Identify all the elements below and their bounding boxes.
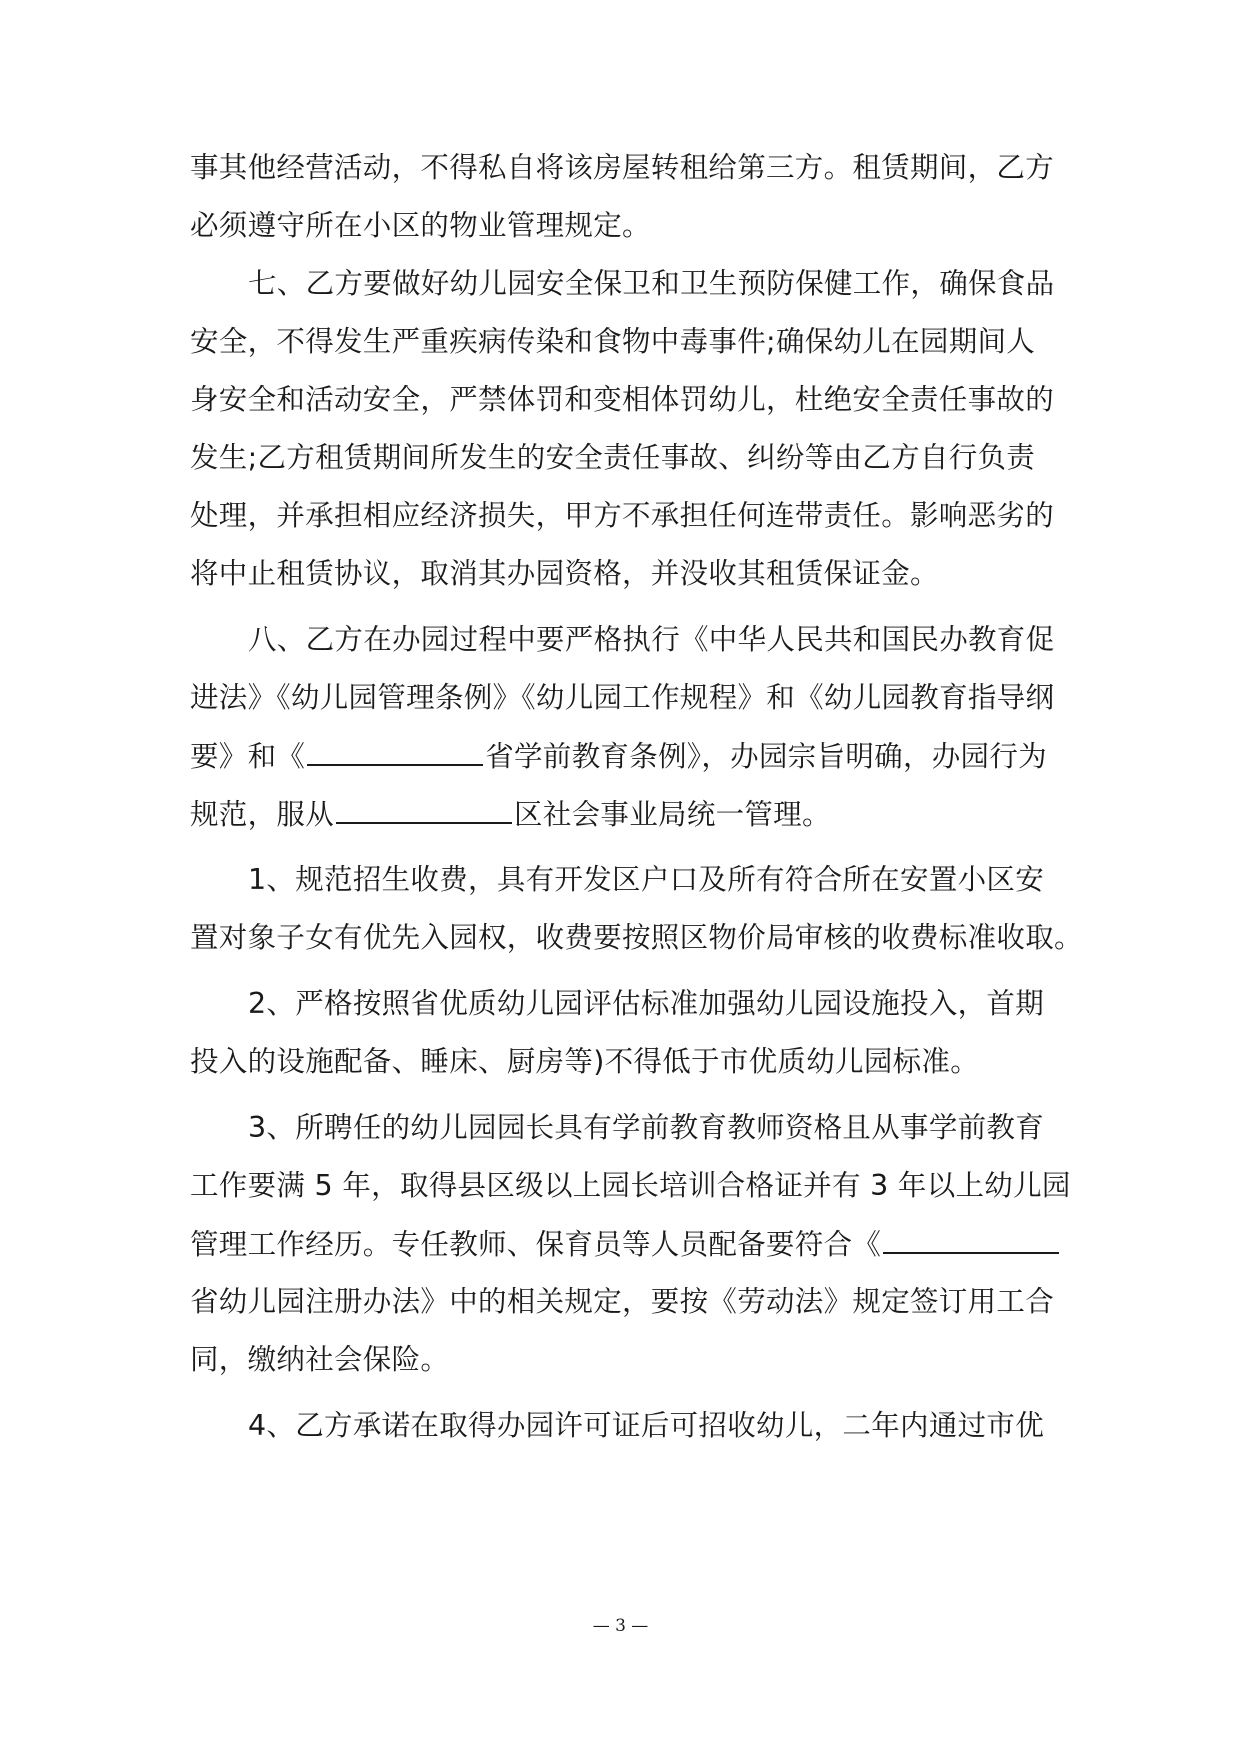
text-line: 发生;乙方租赁期间所发生的安全责任事故、纠纷等由乙方自行负责 bbox=[190, 441, 1036, 474]
paragraph-8-start: 八、乙方在办园过程中要严格执行《中华人民共和国民办教育促 bbox=[248, 623, 1055, 656]
text-line: 投入的设施配备、睡床、厨房等)不得低于市优质幼儿园标准。 bbox=[190, 1045, 980, 1078]
text-segment: 规范，服从 bbox=[190, 798, 335, 831]
paragraph-7-start: 七、乙方要做好幼儿园安全保卫和卫生预防保健工作，确保食品 bbox=[248, 267, 1055, 300]
text-segment: 管理工作经历。专任教师、保育员等人员配备要符合《 bbox=[190, 1228, 882, 1261]
item-1-start: 1、规范招生收费，具有开发区户口及所有符合所在安置小区安 bbox=[248, 863, 1045, 896]
text-segment: 区社会事业局统一管理。 bbox=[514, 798, 831, 831]
text-line: 必须遵守所在小区的物业管理规定。 bbox=[190, 209, 651, 242]
page-number: — 3 — bbox=[592, 1616, 649, 1636]
text-line: 安全，不得发生严重疾病传染和食物中毒事件;确保幼儿在园期间人 bbox=[190, 325, 1036, 358]
text-line: 将中止租赁协议，取消其办园资格，并没收其租赁保证金。 bbox=[190, 557, 939, 590]
item-4-start: 4、乙方承诺在取得办园许可证后可招收幼儿，二年内通过市优 bbox=[248, 1409, 1045, 1442]
text-line: 进法》《幼儿园管理条例》《幼儿园工作规程》和《幼儿园教育指导纲 bbox=[190, 681, 1055, 714]
text-line: 置对象子女有优先入园权，收费要按照区物价局审核的收费标准收取。 bbox=[190, 921, 1083, 954]
text-segment: 要》和《 bbox=[190, 740, 306, 773]
text-line-with-blank bbox=[190, 794, 831, 835]
item-2-start: 2、严格按照省优质幼儿园评估标准加强幼儿园设施投入，首期 bbox=[248, 987, 1045, 1020]
item-3-start: 3、所聘任的幼儿园园长具有学前教育教师资格且从事学前教育 bbox=[248, 1111, 1045, 1144]
text-line: 同，缴纳社会保险。 bbox=[190, 1343, 450, 1376]
text-line-with-blank bbox=[190, 736, 1047, 777]
text-line: 身安全和活动安全，严禁体罚和变相体罚幼儿，杜绝安全责任事故的 bbox=[190, 383, 1055, 416]
text-line: 工作要满 5 年，取得县区级以上园长培训合格证并有 3 年以上幼儿园 bbox=[190, 1169, 1071, 1202]
text-line-with-blank bbox=[190, 1224, 1061, 1265]
fill-in-blank bbox=[883, 1224, 1059, 1254]
text-line: 省幼儿园注册办法》中的相关规定，要按《劳动法》规定签订用工合 bbox=[190, 1285, 1055, 1318]
text-segment: 省学前教育条例》，办园宗旨明确，办园行为 bbox=[485, 740, 1047, 773]
text-line: 处理，并承担相应经济损失，甲方不承担任何连带责任。影响恶劣的 bbox=[190, 499, 1055, 532]
fill-in-blank bbox=[307, 736, 483, 766]
text-line: 事其他经营活动，不得私自将该房屋转租给第三方。租赁期间，乙方 bbox=[190, 151, 1055, 184]
fill-in-blank bbox=[336, 794, 512, 824]
